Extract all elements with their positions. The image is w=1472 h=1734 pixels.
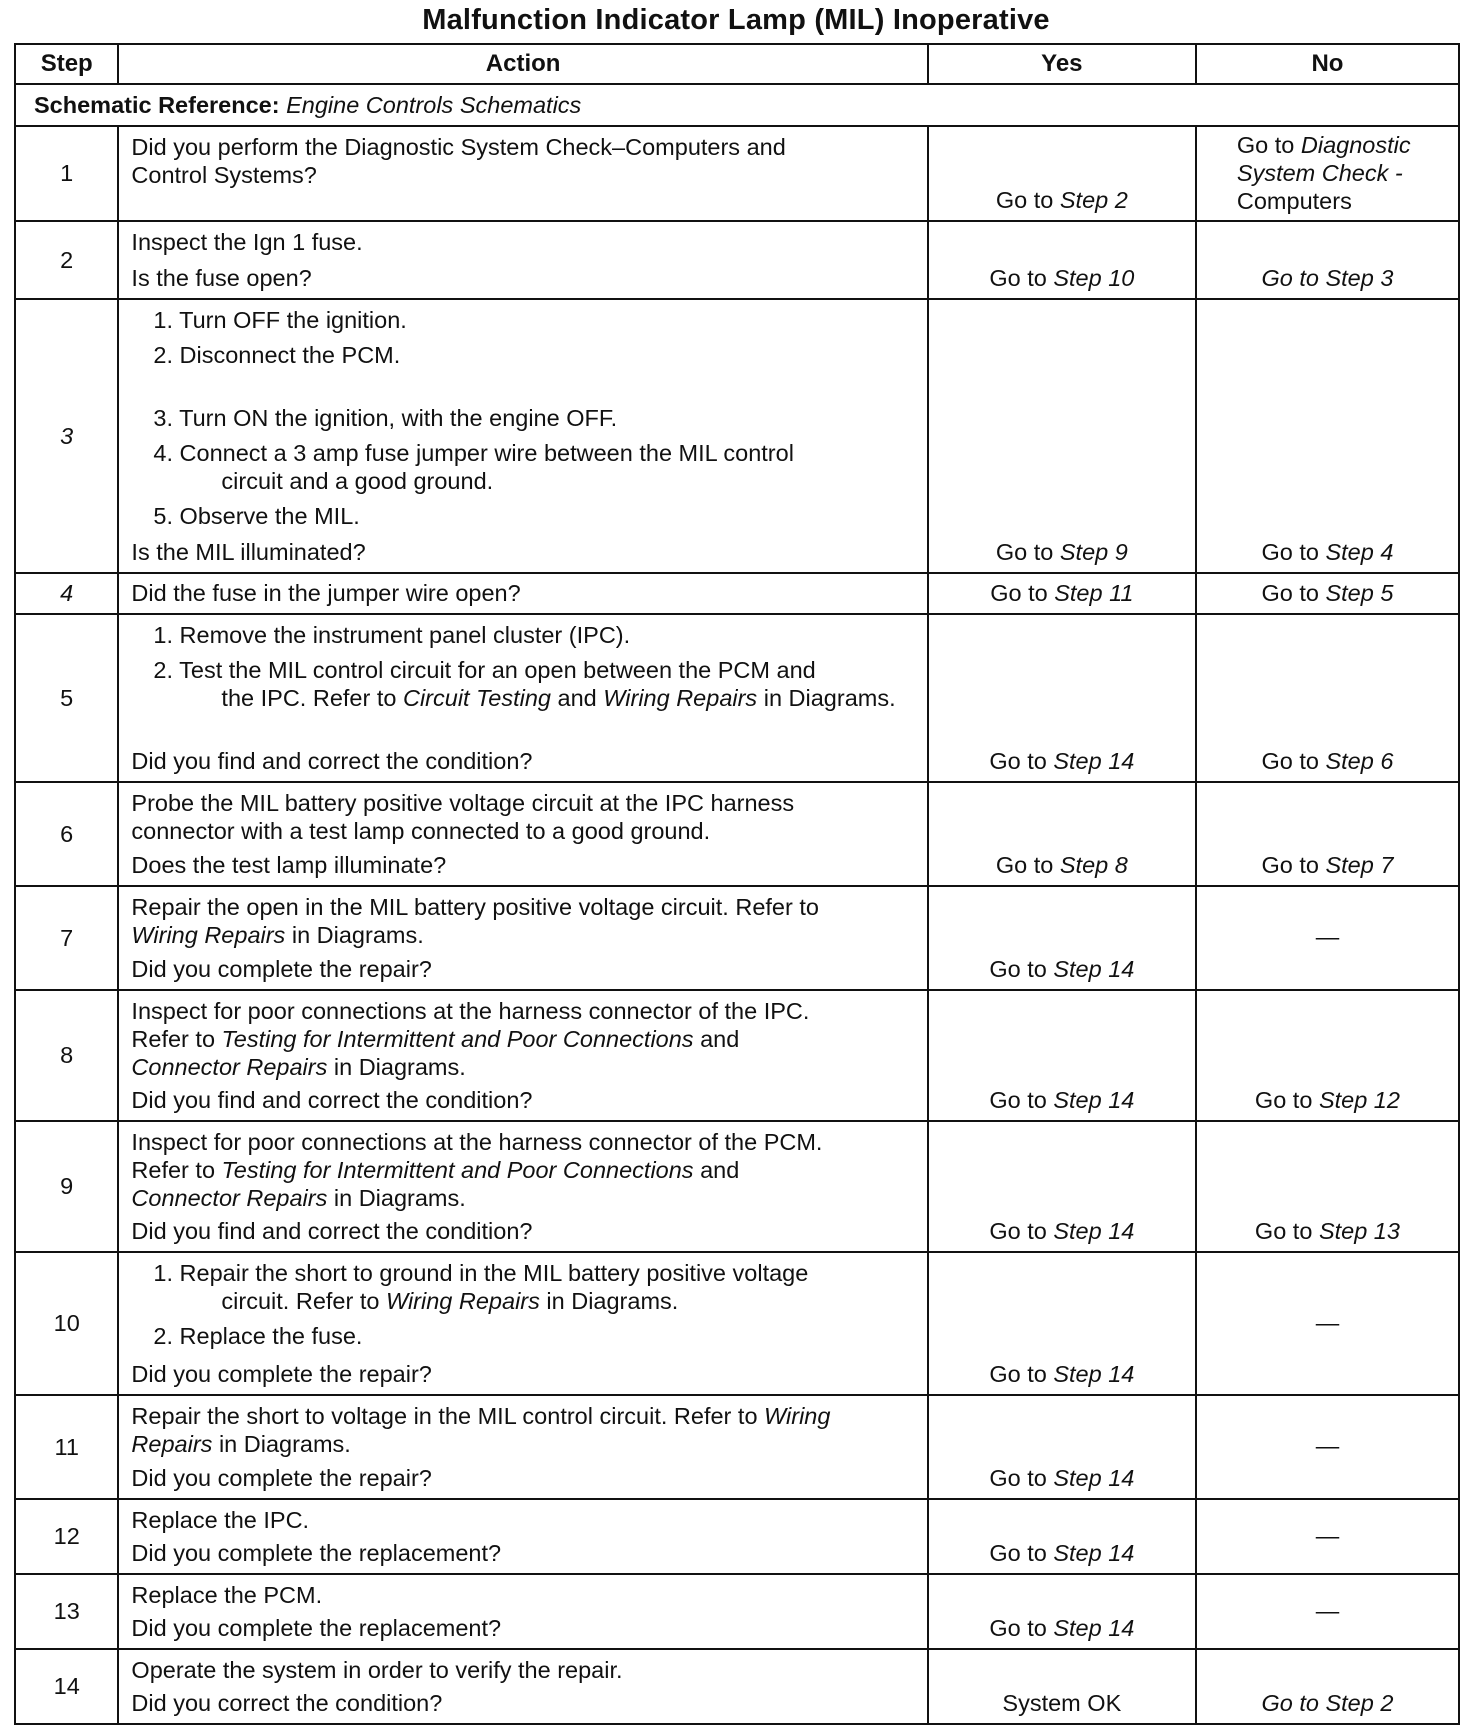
no-prefix: Go to (1236, 132, 1295, 158)
no-prefix: Go to (1254, 1218, 1313, 1244)
action-question: Did you find and correct the condition? (131, 1087, 533, 1113)
no-tail: Computers (1236, 188, 1352, 214)
text: Refer to (131, 1157, 216, 1183)
yes-cell (928, 573, 1196, 614)
yes-step-link[interactable]: Step 8 (1059, 852, 1128, 878)
no-step-link[interactable]: Go to Step 2 (1261, 1690, 1394, 1716)
list-item (131, 1259, 916, 1315)
step-number: 13 (15, 1574, 118, 1649)
schematic-reference-link[interactable]: Engine Controls Schematics (286, 91, 582, 118)
list-item: 1. Remove the instrument panel cluster (IPC). (153, 622, 631, 648)
no-dash: — (1315, 1432, 1340, 1459)
header-step: Step (15, 44, 118, 84)
no-prefix: Go to (1261, 539, 1319, 565)
yes-cell (928, 1121, 1196, 1252)
list-item-text: 4. Connect a 3 amp fuse jumper wire between the MIL control (153, 440, 794, 466)
no-cell (1196, 614, 1459, 782)
yes-prefix: Go to (989, 265, 1047, 291)
yes-prefix: Go to (995, 187, 1054, 213)
no-step-link[interactable]: Step 5 (1325, 580, 1394, 606)
yes-cell (928, 1649, 1196, 1724)
action-cell (118, 573, 927, 614)
no-step-link[interactable]: Go to Step 3 (1261, 265, 1394, 291)
action-question: Did you complete the replacement? (131, 1540, 502, 1566)
action-text: Control Systems? (131, 162, 317, 188)
yes-step-link[interactable]: Step 14 (1053, 748, 1135, 774)
table-row (15, 1252, 1459, 1395)
wiring-repairs-link[interactable]: Wiring (764, 1403, 831, 1429)
action-text (131, 1156, 916, 1184)
yes-cell (928, 990, 1196, 1121)
list-item-text (187, 1288, 678, 1314)
wiring-repairs-link[interactable]: Wiring Repairs (385, 1288, 540, 1314)
yes-cell (928, 1499, 1196, 1574)
text: in Diagrams. (218, 1431, 351, 1457)
connector-repairs-link[interactable]: Connector Repairs (131, 1185, 328, 1211)
no-step-link[interactable]: Step 6 (1325, 748, 1394, 774)
yes-cell (928, 1252, 1196, 1395)
yes-result: System OK (1002, 1690, 1122, 1716)
step-number: 5 (15, 614, 118, 782)
table-row (15, 782, 1459, 886)
yes-prefix: Go to (989, 1615, 1047, 1641)
schematic-reference-row (15, 84, 1459, 126)
action-question: Is the MIL illuminated? (131, 539, 366, 565)
no-dash: — (1315, 1522, 1340, 1548)
yes-cell (928, 782, 1196, 886)
yes-step-link[interactable]: Step 14 (1053, 1361, 1135, 1387)
circuit-testing-link[interactable]: Circuit Testing (402, 685, 552, 711)
action-cell (118, 1574, 927, 1649)
wiring-repairs-link[interactable]: Repairs (131, 1431, 213, 1457)
no-dash: — (1315, 1309, 1340, 1335)
step-number: 12 (15, 1499, 118, 1574)
no-cell (1196, 1395, 1459, 1499)
yes-step-link[interactable]: Step 14 (1053, 1218, 1135, 1244)
no-cell (1196, 126, 1459, 221)
list-item-text (187, 685, 895, 711)
table-row (15, 990, 1459, 1121)
yes-step-link[interactable]: Step 10 (1053, 265, 1135, 291)
step-number: 9 (15, 1121, 118, 1252)
yes-cell (928, 299, 1196, 573)
list-item-text: 1. Repair the short to ground in the MIL battery positive voltage (153, 1260, 809, 1286)
testing-intermittent-link[interactable]: Testing for Intermittent and Poor Connections (221, 1026, 694, 1052)
yes-prefix: Go to (989, 1218, 1047, 1244)
no-step-link[interactable]: Step 12 (1318, 1087, 1400, 1113)
step-number: 10 (15, 1252, 118, 1395)
action-question: Did the fuse in the jumper wire open? (131, 580, 521, 606)
table-row (15, 1649, 1459, 1724)
no-cell (1196, 886, 1459, 990)
step-number (15, 573, 118, 614)
action-cell (118, 886, 927, 990)
table-row (15, 299, 1459, 573)
yes-prefix: Go to (989, 1087, 1047, 1113)
table-row (15, 126, 1459, 221)
action-question: Did you complete the repair? (131, 1465, 432, 1491)
list-item: 1. Turn OFF the ignition. (153, 307, 407, 333)
action-cell (118, 614, 927, 782)
action-question: Did you complete the repair? (131, 956, 432, 982)
yes-step-link[interactable]: Step 2 (1059, 187, 1128, 213)
yes-cell (928, 126, 1196, 221)
action-text: connector with a test lamp connected to a good ground. (131, 818, 711, 844)
action-text: Inspect the Ign 1 fuse. (131, 229, 363, 255)
text: in Diagrams. (763, 685, 896, 711)
yes-step-link[interactable]: Step 14 (1053, 1540, 1135, 1566)
action-cell (118, 1395, 927, 1499)
action-question: Did you complete the repair? (131, 1361, 432, 1387)
yes-step-link[interactable]: Step 14 (1053, 1087, 1135, 1113)
yes-cell (928, 1574, 1196, 1649)
no-cell (1196, 1252, 1459, 1395)
no-prefix: Go to (1261, 580, 1319, 606)
action-text (131, 1184, 916, 1212)
action-text: Did you perform the Diagnostic System Check–Computers and (131, 134, 786, 160)
yes-prefix: Go to (990, 580, 1048, 606)
no-link-system-check[interactable]: System Check - (1236, 160, 1403, 186)
step-number: 6 (15, 782, 118, 886)
step-number-text: 3 (60, 422, 74, 449)
no-cell (1196, 1121, 1459, 1252)
action-question: Did you find and correct the condition? (131, 1218, 533, 1244)
table-row (15, 221, 1459, 299)
no-link-diagnostic[interactable]: Diagnostic (1300, 132, 1411, 158)
action-text (131, 1025, 916, 1053)
wiring-repairs-link[interactable]: Wiring Repairs (131, 922, 286, 948)
text: in Diagrams. (333, 1054, 466, 1080)
text: and (700, 1026, 740, 1052)
text: the IPC. Refer to (221, 685, 397, 711)
connector-repairs-link[interactable]: Connector Repairs (131, 1054, 328, 1080)
action-text (131, 921, 916, 949)
text: Refer to (131, 1026, 216, 1052)
no-step-link[interactable]: Step 13 (1318, 1218, 1400, 1244)
no-cell (1196, 782, 1459, 886)
action-cell (118, 990, 927, 1121)
list-item-text: 2. Test the MIL control circuit for an open between the PCM and (153, 657, 816, 683)
step-number: 14 (15, 1649, 118, 1724)
action-cell (118, 221, 927, 299)
action-text (131, 1402, 916, 1430)
action-question: Does the test lamp illuminate? (131, 852, 447, 878)
list-item: 2. Disconnect the PCM. (153, 342, 401, 368)
table-row (15, 1395, 1459, 1499)
action-cell (118, 782, 927, 886)
action-text: Repair the open in the MIL battery positive voltage circuit. Refer to (131, 894, 819, 920)
yes-cell (928, 886, 1196, 990)
no-cell (1196, 573, 1459, 614)
step-number: 1 (15, 126, 118, 221)
yes-prefix: Go to (989, 1465, 1047, 1491)
list-item (131, 656, 916, 712)
action-cell (118, 299, 927, 573)
no-cell (1196, 1649, 1459, 1724)
yes-step-link[interactable]: Step 11 (1054, 580, 1134, 606)
step-number-text: 4 (60, 580, 74, 606)
header-no: No (1196, 44, 1459, 84)
no-prefix: Go to (1261, 748, 1319, 774)
no-prefix: Go to (1254, 1087, 1313, 1113)
no-step-link[interactable]: Step 4 (1325, 539, 1394, 565)
wiring-repairs-link[interactable]: Wiring Repairs (603, 685, 758, 711)
action-question: Is the fuse open? (131, 265, 312, 291)
no-cell (1196, 221, 1459, 299)
text: circuit. Refer to (221, 1288, 380, 1314)
action-cell (118, 1252, 927, 1395)
action-text (131, 1053, 916, 1081)
action-question: Did you complete the replacement? (131, 1615, 502, 1641)
action-text: Replace the IPC. (131, 1507, 310, 1533)
table-row (15, 1499, 1459, 1574)
no-cell (1196, 299, 1459, 573)
step-number: 11 (15, 1395, 118, 1499)
action-question: Did you find and correct the condition? (131, 748, 533, 774)
text: and (700, 1157, 740, 1183)
action-cell (118, 1649, 927, 1724)
page-title: Malfunction Indicator Lamp (MIL) Inoperative (422, 4, 1050, 36)
list-item (131, 439, 916, 495)
action-question: Did you correct the condition? (131, 1690, 443, 1716)
header-yes: Yes (928, 44, 1196, 84)
table-row (15, 614, 1459, 782)
list-item: 2. Replace the fuse. (153, 1323, 363, 1349)
table-row (15, 573, 1459, 614)
action-text: Operate the system in order to verify the repair. (131, 1657, 623, 1683)
yes-cell (928, 221, 1196, 299)
yes-cell (928, 1395, 1196, 1499)
text: in Diagrams. (333, 1185, 466, 1211)
no-dash: — (1315, 1597, 1340, 1623)
diagnostic-table (14, 43, 1460, 1725)
action-cell (118, 126, 927, 221)
table-row (15, 1121, 1459, 1252)
action-text: Replace the PCM. (131, 1582, 323, 1608)
yes-step-link[interactable]: Step 14 (1053, 1465, 1135, 1491)
yes-prefix: Go to (989, 748, 1047, 774)
action-cell (118, 1499, 927, 1574)
step-number: 8 (15, 990, 118, 1121)
no-step-link[interactable]: Step 7 (1325, 852, 1394, 878)
yes-step-link[interactable]: Step 14 (1053, 1615, 1135, 1641)
list-item: 5. Observe the MIL. (153, 503, 360, 529)
schematic-reference-label: Schematic Reference: (34, 91, 280, 118)
no-prefix: Go to (1261, 852, 1319, 878)
step-number: 2 (15, 221, 118, 299)
action-text: Inspect for poor connections at the harness connector of the IPC. (131, 998, 810, 1024)
table-row (15, 1574, 1459, 1649)
text: Repair the short to voltage in the MIL control circuit. Refer to (131, 1403, 758, 1429)
yes-prefix: Go to (989, 1361, 1047, 1387)
schematic-reference (15, 84, 1459, 126)
yes-prefix: Go to (989, 956, 1047, 982)
yes-prefix: Go to (995, 852, 1054, 878)
no-cell (1196, 1499, 1459, 1574)
step-number (15, 299, 118, 573)
list-item-text: circuit and a good ground. (221, 468, 494, 494)
yes-cell (928, 614, 1196, 782)
yes-prefix: Go to (989, 1540, 1047, 1566)
yes-prefix: Go to (995, 539, 1054, 565)
action-text: Probe the MIL battery positive voltage circuit at the IPC harness (131, 790, 795, 816)
text: and (557, 685, 597, 711)
table-header-row (15, 44, 1459, 84)
text: in Diagrams. (291, 922, 424, 948)
yes-step-link[interactable]: Step 14 (1053, 956, 1135, 982)
action-text (131, 1430, 916, 1458)
text: in Diagrams. (546, 1288, 679, 1314)
no-cell (1196, 990, 1459, 1121)
step-number: 7 (15, 886, 118, 990)
action-cell (118, 1121, 927, 1252)
header-action: Action (118, 44, 927, 84)
no-dash: — (1315, 923, 1340, 950)
no-cell (1196, 1574, 1459, 1649)
action-text: Inspect for poor connections at the harness connector of the PCM. (131, 1129, 823, 1155)
list-item: 3. Turn ON the ignition, with the engine OFF. (153, 405, 618, 431)
table-row (15, 886, 1459, 990)
testing-intermittent-link[interactable]: Testing for Intermittent and Poor Connections (221, 1157, 694, 1183)
yes-step-link[interactable]: Step 9 (1059, 539, 1128, 565)
